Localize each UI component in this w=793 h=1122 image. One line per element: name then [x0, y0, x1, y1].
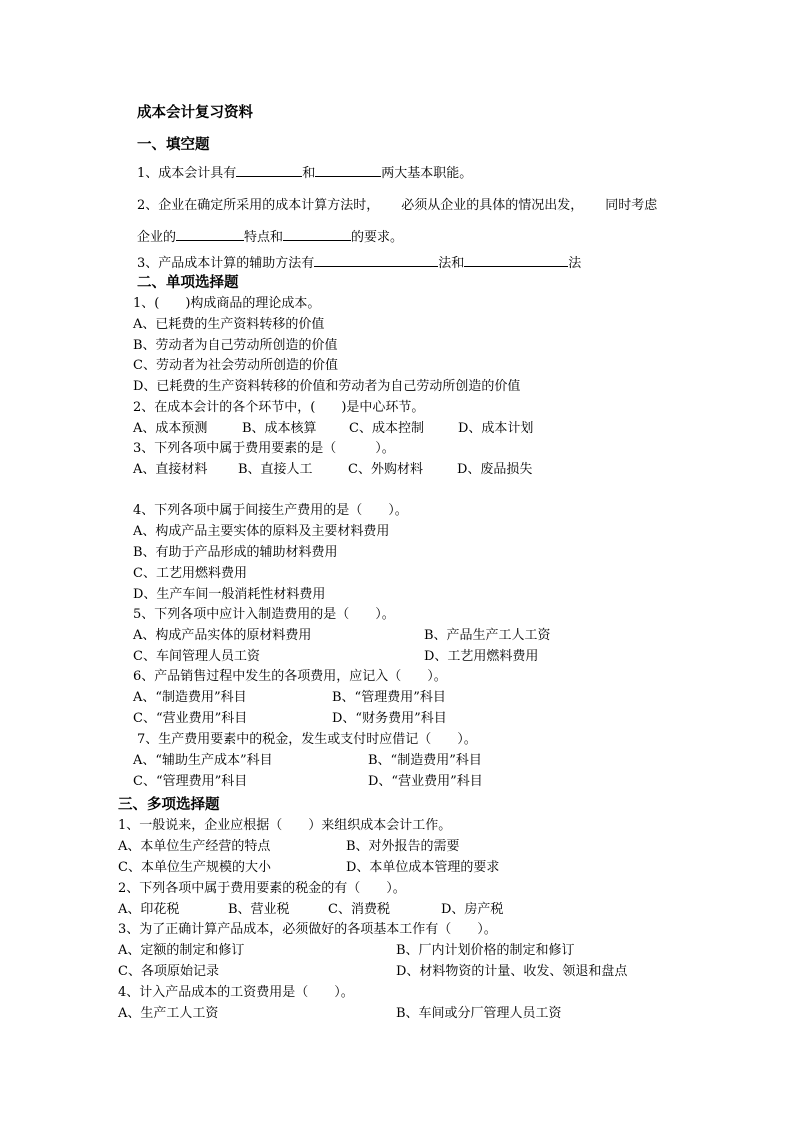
multi-q2-stem: 2、下列各项中属于费用要素的税金的有（ ）。: [118, 881, 406, 896]
option: D、房产税: [441, 902, 504, 917]
option: C、各项原始记录: [118, 964, 219, 979]
option: B、对外报告的需要: [346, 839, 460, 854]
option: A、“辅助生产成本”科目: [133, 753, 273, 768]
single-q3-stem: 3、下列各项中属于费用要素的是（ ）。: [133, 441, 395, 456]
option: C、劳动者为社会劳动所创造的价值: [133, 358, 338, 373]
option: C、消费税: [328, 902, 390, 917]
fill-q1: 1、成本会计具有 和 两大基本职能。: [137, 166, 473, 181]
section-heading-fill: 一、填空题: [137, 137, 210, 153]
section-heading-single: 二、单项选择题: [137, 275, 239, 291]
option: C、外购材料: [348, 462, 423, 477]
option: B、有助于产品形成的辅助材料费用: [133, 545, 338, 560]
option: D、“财务费用”科目: [332, 711, 447, 726]
blank: [176, 239, 244, 241]
option: B、厂内计划价格的制定和修订: [396, 943, 575, 958]
document-title: 成本会计复习资料: [137, 105, 253, 121]
option: D、已耗费的生产资料转移的价值和劳动者为自己劳动所创造的价值: [133, 379, 521, 394]
blank: [283, 239, 351, 241]
option: C、车间管理人员工资: [133, 649, 260, 664]
option: A、直接材料: [133, 462, 208, 477]
single-q6-stem: 6、产品销售过程中发生的各项费用，应记入（ ）。: [133, 669, 447, 684]
single-q5-stem: 5、下列各项中应计入制造费用的是（ ）。: [133, 607, 395, 622]
option: A、构成产品实体的原材料费用: [133, 628, 312, 643]
blank: [236, 175, 302, 177]
option: A、“制造费用”科目: [133, 690, 247, 705]
fill-q2-line2: 企业的 特点和 的要求。: [137, 230, 404, 245]
option: A、成本预测: [133, 421, 208, 436]
option: D、成本计划: [458, 421, 534, 436]
option: A、定额的制定和修订: [118, 943, 245, 958]
single-q4-stem: 4、下列各项中属于间接生产费用的是（ ）。: [133, 503, 408, 518]
fill-q3: 3、产品成本计算的辅助方法有 法和 法: [137, 256, 582, 271]
option: A、本单位生产经营的特点: [118, 839, 271, 854]
option: C、“营业费用”科目: [133, 711, 248, 726]
multi-q3-stem: 3、为了正确计算产品成本，必须做好的各项基本工作有（ ）。: [118, 922, 497, 937]
option: B、产品生产工人工资: [424, 628, 551, 643]
option: B、劳动者为自己劳动所创造的价值: [133, 338, 338, 353]
multi-q1-stem: 1、一般说来，企业应根据（ ）来组织成本会计工作。: [118, 818, 452, 833]
single-q2-stem: 2、在成本会计的各个环节中，( )是中心环节。: [133, 400, 425, 415]
option: B、直接人工: [238, 462, 313, 477]
option: B、营业税: [228, 902, 290, 917]
multi-q4-stem: 4、计入产品成本的工资费用是（ ）。: [118, 985, 354, 1000]
section-heading-multi: 三、多项选择题: [118, 797, 220, 813]
option: D、工艺用燃料费用: [424, 649, 539, 664]
option: A、已耗费的生产资料转移的价值: [133, 317, 325, 332]
option: B、成本核算: [242, 421, 317, 436]
blank: [315, 175, 381, 177]
fill-q2-line1: 2、企业在确定所采用的成本计算方法时， 必须从企业的具体的情况出发， 同时考虑: [137, 198, 658, 213]
blank: [464, 265, 568, 267]
single-q7-stem: 7、生产费用要素中的税金，发生或支付时应借记（ ）。: [137, 732, 477, 747]
option: D、废品损失: [457, 462, 533, 477]
option: C、成本控制: [349, 421, 424, 436]
option: B、“制造费用”科目: [368, 753, 482, 768]
blank: [314, 265, 438, 267]
single-q1-stem: 1、( )构成商品的理论成本。: [133, 296, 321, 311]
option: D、“营业费用”科目: [368, 774, 483, 789]
option: D、本单位成本管理的要求: [346, 860, 500, 875]
option: A、印花税: [118, 902, 180, 917]
option: A、构成产品主要实体的原料及主要材料费用: [133, 524, 390, 539]
option: C、本单位生产规模的大小: [118, 860, 271, 875]
option: C、“管理费用”科目: [133, 774, 248, 789]
option: D、材料物资的计量、收发、领退和盘点: [396, 964, 628, 979]
option: C、工艺用燃料费用: [133, 566, 247, 581]
option: B、“管理费用”科目: [332, 690, 446, 705]
option: D、生产车间一般消耗性材料费用: [133, 587, 326, 602]
option: A、生产工人工资: [118, 1006, 219, 1021]
option: B、车间或分厂管理人员工资: [396, 1006, 562, 1021]
